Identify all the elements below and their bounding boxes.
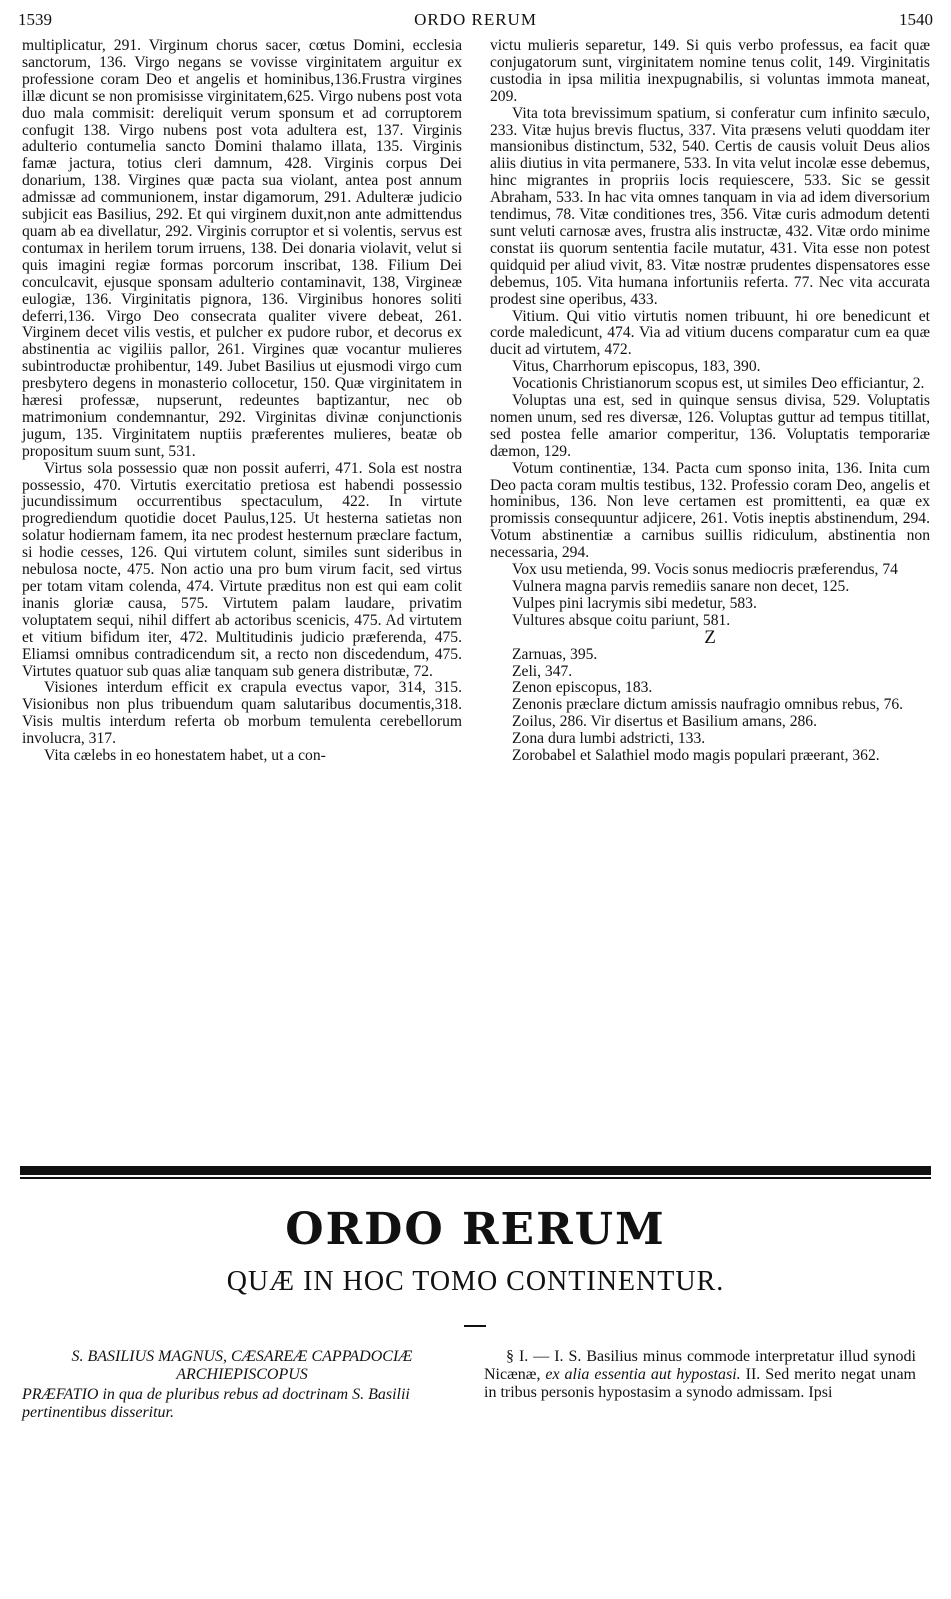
index-paragraph: victu mulieris separetur, 149. Si quis verbo professus, ea facit quæ conjugatorum sunt, virginitatem nomine tenus colit, 149. Virginitatis custodia in ipsa militia inexpugnabilis, si voluntas immota maneat, 209. bbox=[490, 37, 930, 105]
z-entry: Zoilus, 286. Vir disertus et Basilium amans, 286. bbox=[512, 713, 817, 731]
thick-divider bbox=[20, 1166, 931, 1175]
index-paragraph: Vitium. Qui vitio virtutis nomen tribuunt, hi ore benedicunt et corde maledicunt, 474. Via ad vitium ducens comparatur cum ea quæ ducit ad virtutem, 472. bbox=[490, 307, 930, 359]
author-heading: S. BASILIUS MAGNUS, CÆSAREÆ CAPPADOCIÆ ARCHIEPISCOPUS bbox=[71, 1348, 413, 1383]
summary-text-italic: ex alia essentia aut hypostasi. bbox=[545, 1366, 741, 1383]
index-paragraph: Vulnera magna parvis remediis sanare non decet, 125. bbox=[512, 578, 850, 595]
index-paragraph: Voluptas una est, sed in quinque sensus divisa, 529. Voluptatis nomen unum, sed res diversæ, 126. Voluptas guttur ad tempus titillat, sed postea felle amarior comperitur, 136. Voluptatis temporariæ dæmon, 129. bbox=[490, 392, 930, 460]
index-paragraph: Vita tota brevissimum spatium, si conferatur cum infinito sæculo, 233. Vitæ hujus brevis fluctus, 337. Vita præsens veluti quoddam iter mansionibus distinctum, 532, 540. Certis de causis voluit Deus alios aliis diutius in vita permanere, 533. In vita velut incolæ esse debemus, hinc migrantes in propriis locis requiescere, 533. Sic se gessit Abraham, 533. In hac vita omnes tanquam in via ad idem diversorium tendimus, 78. Vitæ conditiones tres, 356. Vitæ curis admodum detenti sunt veluti carnosæ aves, frustra alis instructæ, 432. Vitæ ordo minime constat iis quorum sententia facile mutatur, 431. Vita esse non potest quidquid per aliud vivit, 83. Vitæ nostræ prudentes dispensatores esse debemus, 105. Vita humana infortuniis referta. 77. Nec vita accurata prodest sine operibus, 433. bbox=[490, 104, 930, 308]
bottom-right-column bbox=[484, 1348, 916, 1402]
page-number-right: 1540 bbox=[899, 10, 933, 29]
index-paragraph: Vita cælebs in eo honestatem habet, ut a con- bbox=[44, 747, 326, 765]
z-entry: Zarnuas, 395. bbox=[512, 645, 598, 663]
z-entry: Zona dura lumbi adstricti, 133. bbox=[512, 730, 706, 748]
section-title: ORDO RERUM bbox=[285, 1204, 666, 1255]
index-paragraph: Virtus sola possessio quæ non possit auferri, 471. Sola est nostra possessio, 470. Virtutis exercitatio pretiosa est habendi possessio jucundissimum occurrentibus spectaculum, 422. In virtute progrediendum quotidie docet Paulus,125. Ut hesterna satietas non solatur hodiernam famem, ita nec prodest hesternum præclare factum, si hodie cesses, 126. Qui virtutem colunt, similes sunt sideribus in nebulosa nocte, 475. Non actio una pro bum virum facit, sed virtus per totam vitam colenda, 474. Virtute præditus non est qui eam colit inanis gloriæ causa, 575. Virtutem palam laudare, privatim voluptatem sequi, nihil differt ab actoribus scenicis, 475. Ad virtutem et vitium bifidum iter, 472. Multitudinis judicio præferenda, 475. Eliamsi omnibus contradicendum sit, a recto non discedendum, 475. Virtutes quatuor sub quas aliæ tanquam sub genera distributæ, 72. bbox=[22, 459, 462, 680]
index-paragraph: Vulpes pini lacrymis sibi medetur, 583. bbox=[512, 594, 757, 612]
left-column bbox=[22, 38, 462, 765]
index-paragraph: Vitus, Charrhorum episcopus, 183, 390. bbox=[512, 358, 761, 376]
summary-paragraph bbox=[484, 1348, 916, 1402]
bottom-left-column bbox=[22, 1348, 462, 1422]
section-letter-z: Z bbox=[704, 626, 716, 648]
index-paragraph: Vocationis Christianorum scopus est, ut similes Deo efficiantur, 2. bbox=[512, 375, 925, 393]
running-title: ORDO RERUM bbox=[414, 10, 537, 29]
page-number-left: 1539 bbox=[18, 10, 52, 29]
right-column bbox=[490, 38, 930, 765]
z-entry: Zenon episcopus, 183. bbox=[512, 679, 653, 697]
z-entry: Zenonis præclare dictum amissis naufragio omnibus rebus, 76. bbox=[512, 696, 904, 714]
short-dash-divider bbox=[464, 1325, 486, 1327]
index-paragraph: Vultures absque coitu pariunt, 581. bbox=[512, 611, 731, 629]
summary-text-a: § I. — I. S. Basilius minus commode interpretatur illud synodi Nicænæ, bbox=[484, 1348, 916, 1383]
running-header bbox=[18, 10, 933, 32]
z-entry: Zorobabel et Salathiel modo magis populari præerant, 362. bbox=[512, 747, 880, 765]
index-paragraph: Visiones interdum efficit ex crapula evectus vapor, 314, 315. Visionibus non plus tribuendum quam salutaribus documentis,318. Visis multis interdum referta ob morbum temulenta cerebellorum involucra, 317. bbox=[22, 679, 462, 748]
thin-divider bbox=[20, 1177, 931, 1179]
index-paragraph: Votum continentiæ, 134. Pacta cum sponso inita, 136. Inita cum Deo pacta coram multis testibus, 132. Professio coram Deo, angelis et hominibus, 136. Non leve certamen est promittenti, ea quæ ex promissis consequuntur adjicere, 261. Votis ineptis abstinendum, 294. Votum abstinentiæ a carnibus suillis ridiculum, abstinentia non necessaria, 294. bbox=[490, 459, 930, 562]
z-entry: Zeli, 347. bbox=[512, 662, 573, 680]
preface-heading: PRÆFATIO in qua de pluribus rebus ad doctrinam S. Basilii pertinentibus disseritur. bbox=[22, 1386, 410, 1421]
index-columns bbox=[22, 38, 932, 1148]
index-paragraph: Vox usu metienda, 99. Vocis sonus mediocris præferendus, 74 bbox=[512, 561, 898, 579]
section-subtitle: QUÆ IN HOC TOMO CONTINENTUR. bbox=[226, 1266, 725, 1297]
summary-text-b: II. Sed merito negat unam in tribus personis hypostasim a synodo admissam. Ipsi bbox=[484, 1366, 917, 1401]
index-paragraph: multiplicatur, 291. Virginum chorus sacer, cœtus Domini, ecclesia sanctorum, 136. Virgo negans se vovisse virginitatem arguitur ex professione coram Deo et angelis et hominibus,136.Frustra virgines illæ dicunt se non promisisse virginitatem,625. Virgo nubens post vota duo mala commisit: dereliquit verum sponsum et ad corruptorem confugit 138. Virgo nubens post vota adultera est, 137. Virginis adulterio contumelia sancto Domini thalamo illata, 135. Virginis famæ jactura, totius cleri damnum, 428. Virginis corpus Dei donarium, 138. Virgines quæ pacta sua violant, antea post annum admissæ ad communionem, instar digamorum, 291. Adulteræ judicio subjicit eas Basilius, 292. Et qui virginem duxit,non ante admittendus quam ab ea divellatur, 292. Virginis corruptor et si volentis, servus est contumax in herilem torum irruens, 138. Dei donaria violavit, velut si quis imagini regiæ formas porcorum inscribat, 138. Filium Dei conculcavit, ejusque sponsam adulterio contaminavit, 138, Virgineæ eulogiæ, 136. Virginitatis pignora, 136. Virginibus honores soliti deferri,136. Virgo Deo consecrata qualiter vivere debeat, 261. Virginem decet vilis vestis, et pulcher ex pudore rubor, et decorus ex abstinentia ac vigiliis pallor, 261. Virgines quæ vocantur mulieres subintroductæ prohibentur, 149. Jubet Basilius ut ejusmodi virgo cum presbytero degens in monasterio collocetur, 150. Quæ virginitatem in hæresi professæ, nupserunt, redeuntes baptizantur, nec ob matrimonium condemnantur, 292. Virginitas divinæ conjunctionis jugum, 135. Virginitatem nuptiis præferentes mulieres, beatæ ob propositum suum sunt, 531. bbox=[22, 37, 462, 460]
